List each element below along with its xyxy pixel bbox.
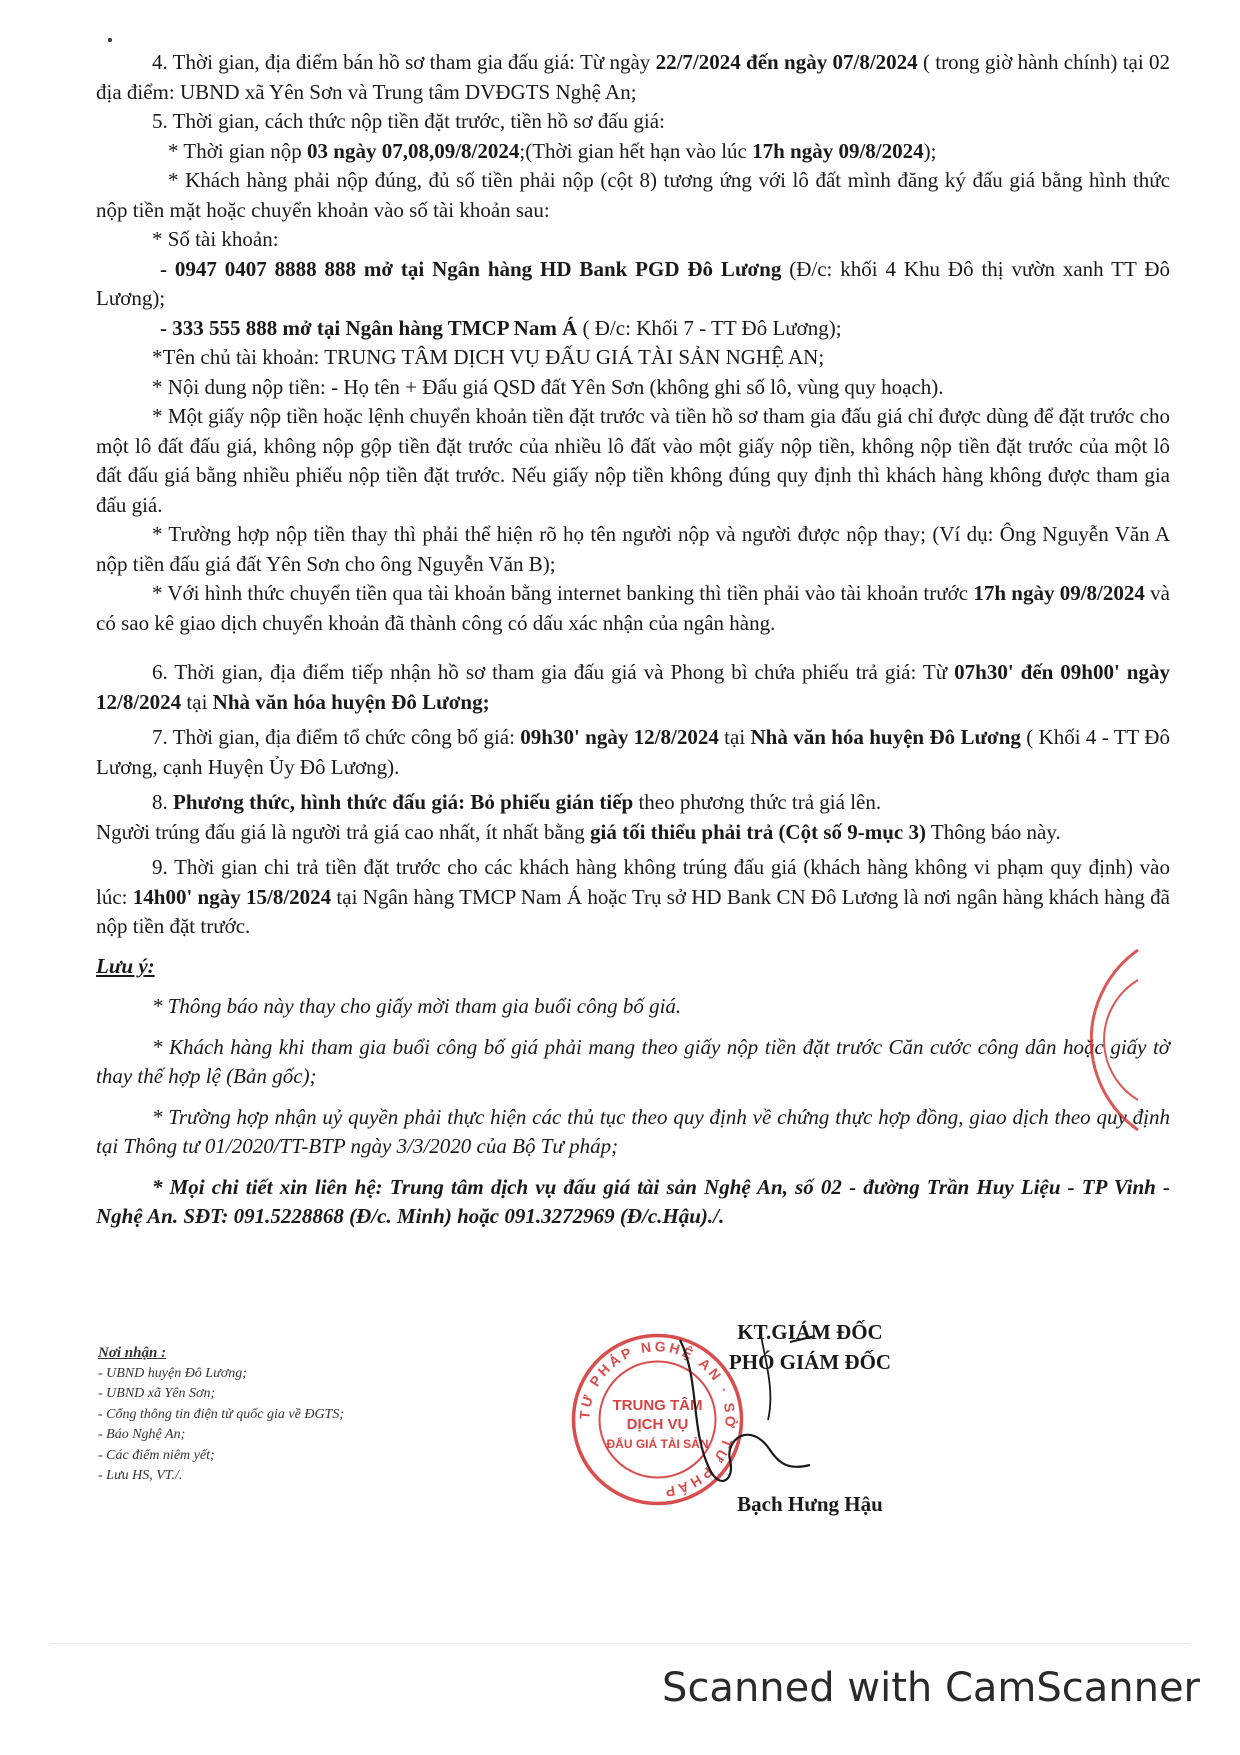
stamp-center-3: ĐẤU GIÁ TÀI SẢN bbox=[606, 1437, 709, 1451]
stamp-center-1: TRUNG TÂM bbox=[612, 1397, 703, 1414]
recipient-item: - Cổng thông tin điện tử quốc gia về ĐGTS; bbox=[98, 1406, 344, 1422]
note-documents: * Khách hàng khi tham gia buổi công bố giá phải mang theo giấy nộp tiền đặt trước Căn cước công dân hoặc giấy tờ thay thế hợp lệ (Bản gốc); bbox=[96, 1034, 1170, 1088]
section-9: 9. Thời gian chi trả tiền đặt trước cho các khách hàng không trúng đấu giá (khách hàng không vi phạm quy định) vào lúc: 14h00' ngày 15/8/2024 tại Ngân hàng TMCP Nam Á hoặc Trụ sở HD Bank CN Đô Lương là nơi ngân hàng khách hàng đã nộp tiền đặt trước. bbox=[96, 855, 1170, 938]
scan-edge-line bbox=[50, 1643, 1190, 1644]
payment-content: * Nội dung nộp tiền: - Họ tên + Đấu giá QSD đất Yên Sơn (không ghi số lô, vùng quy hoạch). bbox=[152, 374, 944, 399]
note-heading: Lưu ý: bbox=[96, 953, 155, 978]
note-authorization: * Trường hợp nhận uỷ quyền phải thực hiện các thủ tục theo quy định về chứng thực hợp đồng, giao dịch theo quy định tại Thông tư 01/2020/TT-BTP ngày 3/3/2020 của Bộ Tư pháp; bbox=[96, 1104, 1170, 1158]
edge-stamp-partial bbox=[1080, 940, 1140, 1140]
recipients-title: Nơi nhận : bbox=[98, 1345, 167, 1361]
account-namabank: - 333 555 888 mở tại Ngân hàng TMCP Nam Á ( Đ/c: Khối 7 - TT Đô Lương); bbox=[160, 315, 842, 340]
account-holder: *Tên chủ tài khoản: TRUNG TÂM DỊCH VỤ ĐẤU GIÁ TÀI SẢN NGHỆ AN; bbox=[152, 345, 825, 369]
camscanner-watermark: Scanned with CamScanner bbox=[662, 1665, 1200, 1711]
handwritten-signature bbox=[640, 1320, 860, 1520]
recipient-item: - Các điểm niêm yết; bbox=[98, 1447, 215, 1463]
section-6: 6. Thời gian, địa điểm tiếp nhận hồ sơ tham gia đấu giá và Phong bì chứa phiếu trả giá: Từ 07h30' đến 09h00' ngày 12/8/2024 tại Nhà văn hóa huyện Đô Lương; bbox=[96, 660, 1170, 714]
recipient-item: - UBND xã Yên Sơn; bbox=[98, 1386, 216, 1401]
recipient-item: - UBND huyện Đô Lương; bbox=[98, 1365, 247, 1381]
scan-speck bbox=[108, 38, 112, 42]
payment-rule-single-lot: * Một giấy nộp tiền hoặc lệnh chuyển khoản tiền đặt trước và tiền hồ sơ tham gia đấu giá chỉ được dùng để đặt trước cho một lô đất đấu giá, không nộp gộp tiền đặt trước của nhiều lô đất vào một giấy nộp tiền, không nộp tiền đặt trước của một lô đất đấu giá bằng nhiều phiếu nộp tiền đặt trước. Nếu giấy nộp tiền không đúng quy định thì khách hàng không được tham gia đấu giá. bbox=[96, 404, 1170, 517]
signatory-name: Bạch Hưng Hậu bbox=[737, 1492, 883, 1516]
section-4: 4. Thời gian, địa điểm bán hồ sơ tham gia đấu giá: Từ ngày 22/7/2024 đến ngày 07/8/2024 ( trong giờ hành chính) tại 02 địa điểm: UBND xã Yên Sơn và Trung tâm DVĐGTS Nghệ An; bbox=[96, 50, 1170, 104]
payment-time: * Thời gian nộp 03 ngày 07,08,09/8/2024;(Thời gian hết hạn vào lúc 17h ngày 09/8/2024); bbox=[168, 138, 937, 163]
stamp-center-2: DỊCH VỤ bbox=[626, 1416, 689, 1433]
stamp-ring-text: TƯ PHÁP NGHỆ AN · SỞ TƯ PHÁP bbox=[576, 1338, 739, 1501]
signatory-line-2: PHÓ GIÁM ĐỐC bbox=[728, 1350, 892, 1374]
account-number-heading: * Số tài khoản: bbox=[152, 227, 279, 251]
section-7: 7. Thời gian, địa điểm tổ chức công bố giá: 09h30' ngày 12/8/2024 tại Nhà văn hóa huyện Đô Lương ( Khối 4 - TT Đô Lương, cạnh Huyện Ủy Đô Lương). bbox=[96, 725, 1170, 779]
note-contact: * Mọi chi tiết xin liên hệ: Trung tâm dịch vụ đấu giá tài sản Nghệ An, số 02 - đường Trần Huy Liệu - TP Vinh - Nghệ An. SĐT: 091.5228868 (Đ/c. Minh) hoặc 091.3272969 (Đ/c.Hậu)./. bbox=[96, 1174, 1170, 1228]
section-8: 8. Phương thức, hình thức đấu giá: Bỏ phiếu gián tiếp theo phương thức trả giá lên. bbox=[152, 790, 882, 814]
recipient-item: - Lưu HS, VT./. bbox=[98, 1468, 183, 1483]
section-5-heading: 5. Thời gian, cách thức nộp tiền đặt trước, tiền hồ sơ đấu giá: bbox=[152, 109, 665, 133]
recipient-item: - Báo Nghệ An; bbox=[98, 1427, 186, 1442]
payment-amount-note: * Khách hàng phải nộp đúng, đủ số tiền phải nộp (cột 8) tương ứng với lô đất mình đăng ký đấu giá bằng hình thức nộp tiền mặt hoặc chuyển khoản vào số tài khoản sau: bbox=[96, 168, 1170, 222]
payment-rule-internet-banking: * Với hình thức chuyển tiền qua tài khoản bằng internet banking thì tiền phải vào tài khoản trước 17h ngày 09/8/2024 và có sao kê giao dịch chuyển khoản đã thành công có dấu xác nhận của ngân hàng. bbox=[96, 581, 1171, 635]
notice-body bbox=[96, 48, 1170, 1232]
recipients-list bbox=[98, 1343, 458, 1487]
note-invitation: * Thông báo này thay cho giấy mời tham gia buổi công bố giá. bbox=[152, 994, 682, 1018]
signatory-line-1: KT.GIÁM ĐỐC bbox=[737, 1320, 883, 1344]
account-hdbank: - 0947 0407 8888 888 mở tại Ngân hàng HD Bank PGD Đô Lương (Đ/c: khối 4 Khu Đô thị vườn xanh TT Đô Lương); bbox=[96, 256, 1171, 310]
payment-rule-proxy: * Trường hợp nộp tiền thay thì phải thể hiện rõ họ tên người nộp và người được nộp thay; (Ví dụ: Ông Nguyễn Văn A nộp tiền đấu giá đất Yên Sơn cho ông Nguyễn Văn B); bbox=[96, 522, 1170, 576]
winning-bidder-rule: Người trúng đấu giá là người trả giá cao nhất, ít nhất bằng giá tối thiểu phải trả (Cột số 9-mục 3) Thông báo này. bbox=[96, 819, 1061, 844]
